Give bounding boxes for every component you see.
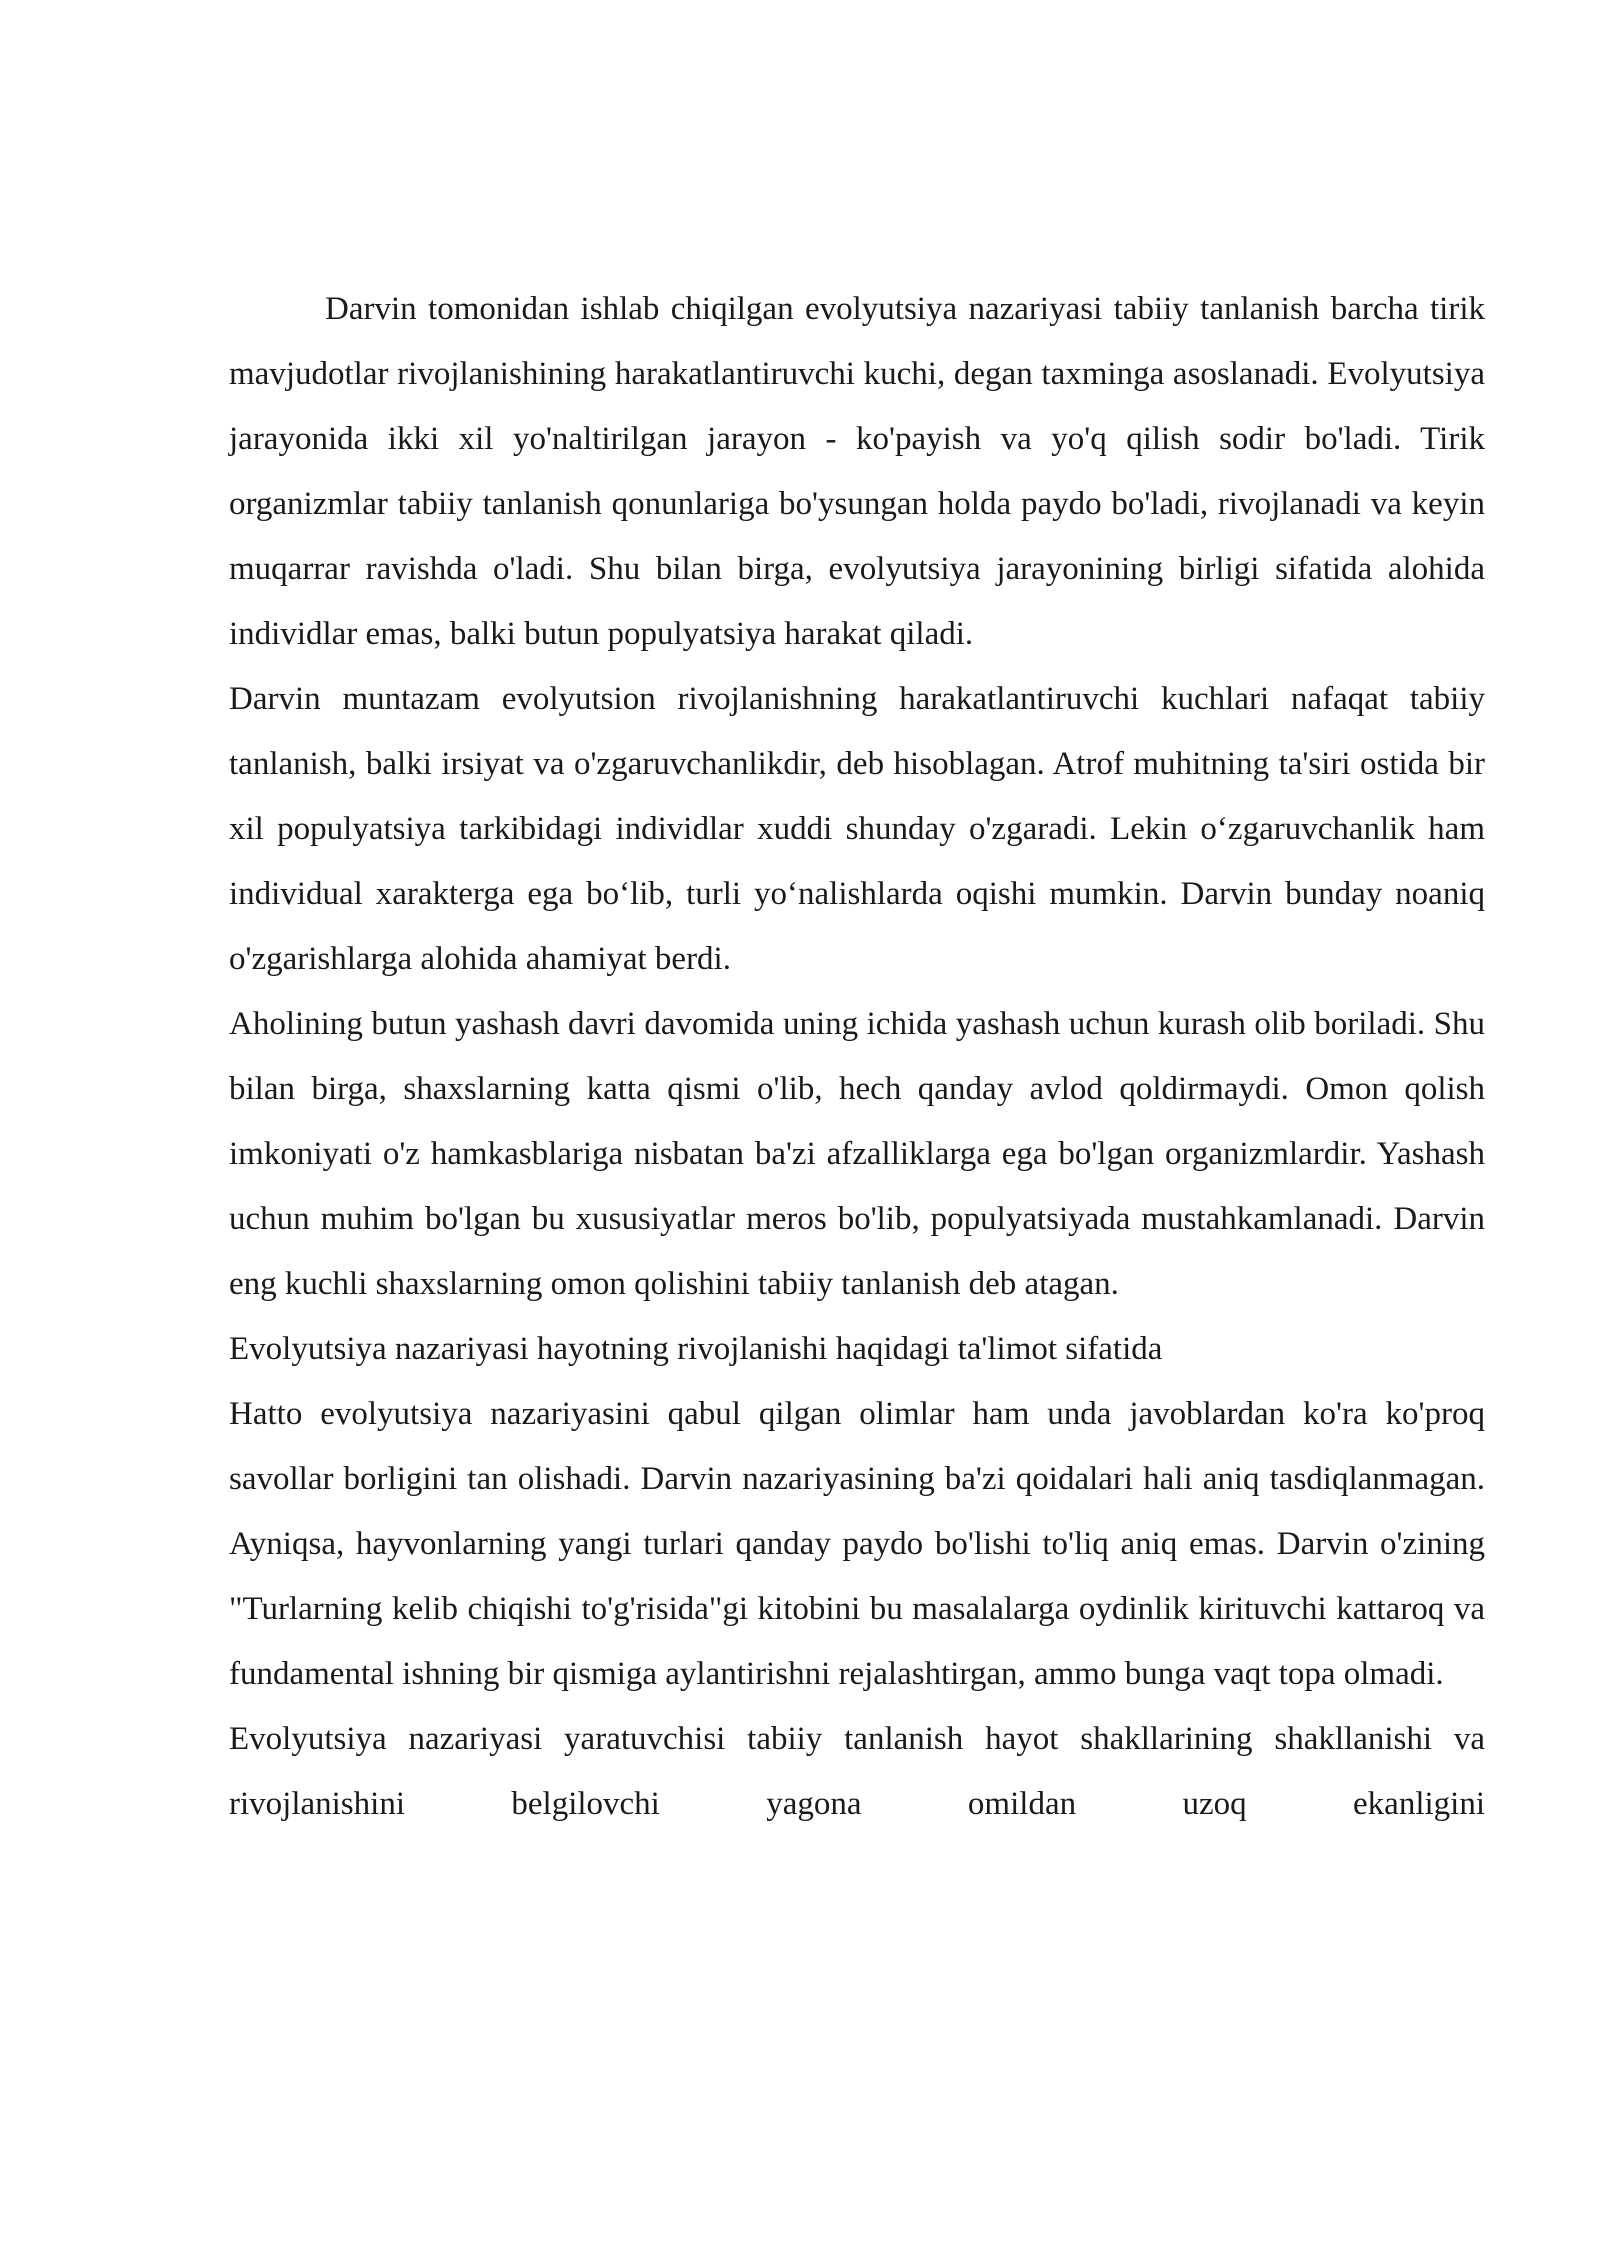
paragraph-driving-forces: Darvin muntazam evolyutsion rivojlanishning harakatlantiruvchi kuchlari nafaqat tabiiy tanlanish, balki irsiyat va o'zgaruvchanlikdir, deb hisoblagan. Atrof muhitning ta'siri ostida bir xil populyatsiya tarkibidagi individlar xuddi shunday o'zgaradi. Lekin o‘zgaruvchanlik ham individual xarakterga ega bo‘lib, turli yo‘nalishlarda oqishi mumkin. Darvin bunday noaniq o'zgarishlarga alohida ahamiyat berdi.: [229, 681, 1485, 977]
paragraph-darwin-theory: Darvin tomonidan ishlab chiqilgan evolyutsiya nazariyasi tabiiy tanlanish barcha tirik mavjudotlar rivojlanishining harakatlantiruvchi kuchi, degan taxminga asoslanadi. Evolyutsiya jarayonida ikki xil yo'naltirilgan jarayon - ko'payish va yo'q qilish sodir bo'ladi. Tirik organizmlar tabiiy tanlanish qonunlariga bo'ysungan holda paydo bo'ladi, rivojlanadi va keyin muqarrar ravishda o'ladi. Shu bilan birga, evolyutsiya jarayonining birligi sifatida alohida individlar emas, balki butun populyatsiya harakat qiladi.: [229, 291, 1485, 652]
section-heading: Evolyutsiya nazariyasi hayotning rivojlanishi haqidagi ta'limot sifatida: [229, 1331, 1163, 1367]
paragraph-natural-selection-factor: Evolyutsiya nazariyasi yaratuvchisi tabiiy tanlanish hayot shakllarining shakllanishi va rivojlanishini belgilovchi yagona omildan uzoq ekanligini: [229, 1721, 1485, 1822]
paragraph-struggle-for-existence: Aholining butun yashash davri davomida uning ichida yashash uchun kurash olib boriladi. Shu bilan birga, shaxslarning katta qismi o'lib, hech qanday avlod qoldirmaydi. Omon qolish imkoniyati o'z hamkasblariga nisbatan ba'zi afzalliklarga ega bo'lgan organizmlardir. Yashash uchun muhim bo'lgan bu xususiyatlar meros bo'lib, populyatsiyada mustahkamlanadi. Darvin eng kuchli shaxslarning omon qolishini tabiiy tanlanish deb atagan.: [229, 1006, 1485, 1302]
paragraph-open-questions: Hatto evolyutsiya nazariyasini qabul qilgan olimlar ham unda javoblardan ko'ra ko'proq savollar borligini tan olishadi. Darvin nazariyasining ba'zi qoidalari hali aniq tasdiqlanmagan. Ayniqsa, hayvonlarning yangi turlari qanday paydo bo'lishi to'liq aniq emas. Darvin o'zining "Turlarning kelib chiqishi to'g'risida"gi kitobini bu masalalarga oydinlik kirituvchi kattaroq va fundamental ishning bir qismiga aylantirishni rejalashtirgan, ammo bunga vaqt topa olmadi.: [229, 1396, 1485, 1692]
document-body: [229, 277, 1485, 1837]
